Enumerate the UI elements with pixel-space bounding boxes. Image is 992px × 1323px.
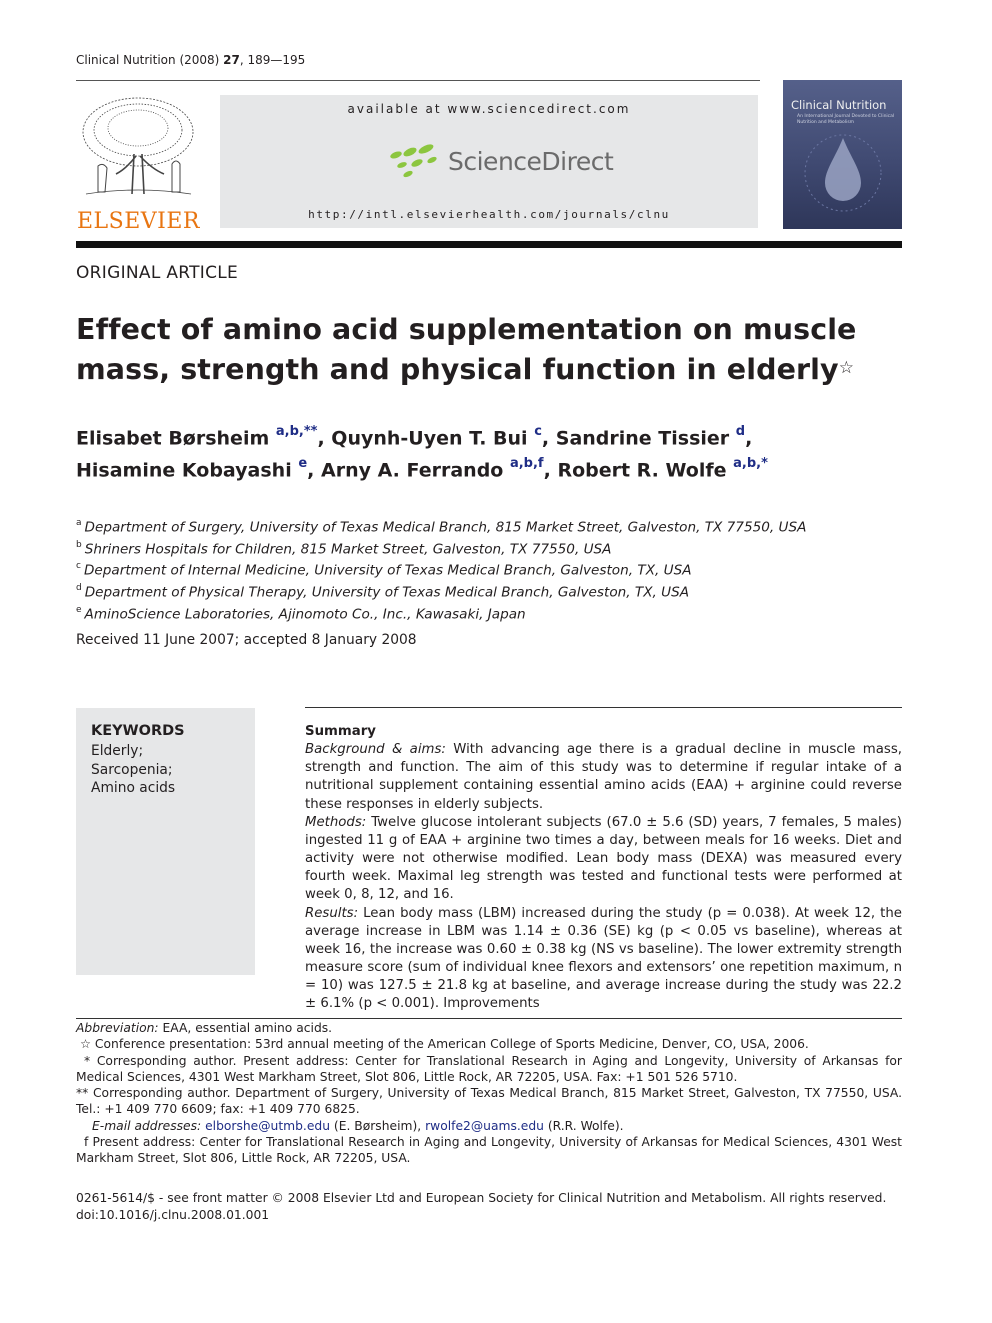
affiliation-text: Department of Surgery, University of Texas Medical Branch, 815 Market Street, Galveston, TX 77550, USA xyxy=(84,519,807,536)
copyright-block xyxy=(76,1190,916,1224)
author-name: Hisamine Kobayashi xyxy=(76,459,292,482)
affiliation-item xyxy=(76,537,806,559)
sciencedirect-logo-text: ScienceDirect xyxy=(448,146,614,176)
affiliation-item xyxy=(76,515,806,537)
footnote-conference: ☆ Conference presentation: 53rd annual meeting of the American College of Sports Medicine, Denver, CO, USA, 2006. xyxy=(80,1037,809,1052)
footnote-abbreviation xyxy=(76,1020,902,1036)
author-list xyxy=(76,420,916,485)
methods-label: Methods: xyxy=(305,814,367,830)
affiliation-key: a xyxy=(76,518,82,528)
journal-volume: 27 xyxy=(223,53,240,67)
author-affil-link[interactable]: e xyxy=(298,456,308,472)
journal-pages: , 189—195 xyxy=(239,53,306,67)
sciencedirect-banner xyxy=(220,95,758,228)
background-text: With advancing age there is a gradual decline in muscle mass, strength and function. The aim of this study was to determine if regular intake of a nutritional supplement containing essential amino acids (EAA) + arginine could reverse these responses in elderly subjects. xyxy=(305,742,902,812)
header-rule xyxy=(76,80,760,81)
affiliation-item xyxy=(76,558,806,580)
affiliation-key: d xyxy=(76,583,82,594)
methods-text: Twelve glucose intolerant subjects (67.0 ± 5.6 (SD) years, 7 females, 5 males) ingested 11 g of EAA + arginine two times a day, between meals for 16 weeks. Diet and activity were not otherwise modified. Lean body mass (DEXA) was measured every fourth week. Maximal leg strength was tested and functional tests were performed at week 0, 8, 12, and 16. xyxy=(305,814,902,903)
cover-subtitle: An International Journal Devoted to Clinical Nutrition and Metabolism xyxy=(797,114,895,125)
keywords-heading: KEYWORDS xyxy=(91,723,185,739)
header-thick-rule xyxy=(76,241,902,248)
author-line-1 xyxy=(76,420,916,452)
title-footnote-star[interactable]: ☆ xyxy=(838,358,855,378)
author-name: Robert R. Wolfe xyxy=(557,459,727,482)
affiliation-list xyxy=(76,515,806,624)
cover-droplet-icon xyxy=(783,128,902,228)
results-text: Lean body mass (LBM) increased during the study (p = 0.038). At week 12, the average increase in LBM was 1.14 ± 0.36 (SE) kg (p < 0.05 vs baseline), whereas at week 16, the increase was 0.60 ± 0.38 kg (NS vs baseline). The lower extremity strength measure score (sum of individual knee flexors and extensors’ one repetition maximum, n = 10) was 127.5 ± 21.8 kg at baseline, and average increase during the study was 22.2 ± 6.1% (p < 0.001). Improvements xyxy=(305,905,902,1012)
journal-url-link[interactable]: http://intl.elsevierhealth.com/journals/clnu xyxy=(308,208,670,221)
journal-ref-prefix: Clinical Nutrition (2008) xyxy=(76,53,224,67)
elsevier-wordmark: ELSEVIER xyxy=(76,209,200,234)
journal-cover-image xyxy=(783,80,902,229)
title-line-2 xyxy=(76,350,876,390)
summary-results xyxy=(305,905,902,1014)
sciencedirect-leaf-icon xyxy=(388,143,440,179)
author-separator: , xyxy=(745,427,753,450)
email-owner-2: (R.R. Wolfe). xyxy=(543,1118,624,1133)
author-name: Elisabet Børsheim xyxy=(76,427,270,450)
footnote-rule xyxy=(76,1018,902,1019)
results-label: Results: xyxy=(305,905,359,921)
email-link-wolfe[interactable]: rwolfe2@uams.edu xyxy=(425,1118,544,1133)
elsevier-tree-icon xyxy=(76,94,201,206)
article-type-label: ORIGINAL ARTICLE xyxy=(76,263,239,283)
author-name: Sandrine Tissier xyxy=(555,427,730,450)
summary-heading: Summary xyxy=(305,724,376,739)
author-line-2 xyxy=(76,452,916,484)
author-affil-link[interactable]: a,b,* xyxy=(733,456,768,472)
available-at-text[interactable]: available at www.sciencedirect.com xyxy=(347,102,631,116)
summary-methods xyxy=(305,814,902,905)
sciencedirect-logo xyxy=(388,143,613,179)
affiliation-key: e xyxy=(76,604,82,615)
affiliation-text: AminoScience Laboratories, Ajinomoto Co., Inc., Kawasaki, Japan xyxy=(84,606,526,623)
affiliation-key: c xyxy=(76,561,81,572)
abstract-summary xyxy=(305,723,902,1014)
copyright-text: 0261-5614/$ - see front matter © 2008 Elsevier Ltd and European Society for Clinical Nutrition and Metabolism. All rights reserved. xyxy=(76,1191,887,1205)
title-line-1: Effect of amino acid supplementation on muscle xyxy=(76,313,857,346)
journal-reference xyxy=(76,53,305,67)
author-affil-link[interactable]: a,b,** xyxy=(275,424,318,439)
keyword-item: Sarcopenia; xyxy=(91,761,173,778)
footnotes xyxy=(76,1020,902,1167)
doi-link[interactable]: doi:10.1016/j.clnu.2008.01.001 xyxy=(76,1208,270,1222)
background-label: Background & aims: xyxy=(305,742,446,758)
footnote-corresponding-2: ** Corresponding author. Department of Surgery, University of Texas Medical Branch, 815 Market Street, Galveston, TX 77550, USA. Tel.: +1 409 770 6609; fax: +1 409 770 6825. xyxy=(76,1086,902,1117)
elsevier-logo xyxy=(76,94,201,234)
title-line-2-text: mass, strength and physical function in elderly xyxy=(76,353,839,386)
affiliation-text: Department of Internal Medicine, University of Texas Medical Branch, Galveston, TX, USA xyxy=(83,563,692,579)
abbreviation-label: Abbreviation: xyxy=(76,1021,159,1035)
cover-title: Clinical Nutrition xyxy=(791,98,887,112)
email-owner-1: (E. Børsheim), xyxy=(330,1118,426,1133)
affiliation-item xyxy=(76,580,806,602)
author-separator: , xyxy=(317,427,332,450)
author-separator: , xyxy=(543,459,558,482)
author-separator: , xyxy=(541,427,556,450)
affiliation-key: b xyxy=(76,539,82,550)
keywords-list xyxy=(91,742,175,798)
article-title xyxy=(76,310,876,390)
affiliation-item xyxy=(76,602,806,624)
author-affil-link[interactable]: a,b,f xyxy=(509,456,544,472)
author-name: Arny A. Ferrando xyxy=(321,459,504,482)
summary-background xyxy=(305,741,902,814)
received-dates: Received 11 June 2007; accepted 8 January 2008 xyxy=(76,632,417,648)
keywords-box xyxy=(76,708,255,975)
author-affil-link[interactable]: d xyxy=(735,424,746,439)
footnote-emails xyxy=(76,1118,902,1134)
summary-rule xyxy=(305,707,902,708)
email-link-borsheim[interactable]: elborshe@utmb.edu xyxy=(205,1118,330,1133)
email-label: E-mail addresses: xyxy=(92,1118,202,1133)
author-name: Quynh-Uyen T. Bui xyxy=(331,427,528,450)
author-affil-link[interactable]: c xyxy=(534,424,542,439)
affiliation-text: Shriners Hospitals for Children, 815 Market Street, Galveston, TX 77550, USA xyxy=(84,541,612,558)
footnote-corresponding-1: * Corresponding author. Present address: Center for Translational Research in Aging and Longevity, University of Arkansas for Medical Sciences, 4301 West Markham Street, Slot 806, Little Rock, AR 72205, USA. Fax: +1 501 526 5710. xyxy=(76,1053,902,1084)
abbreviation-text: EAA, essential amino acids. xyxy=(158,1021,333,1035)
keyword-item: Amino acids xyxy=(91,780,176,796)
affiliation-text: Department of Physical Therapy, University of Texas Medical Branch, Galveston, TX, USA xyxy=(84,584,690,601)
author-separator: , xyxy=(307,459,322,482)
footnote-present-address: f Present address: Center for Translational Research in Aging and Longevity, University of Arkansas for Medical Sciences, 4301 West Markham Street, Slot 806, Little Rock, AR 72205, USA. xyxy=(76,1135,902,1166)
keyword-item: Elderly; xyxy=(91,743,144,759)
